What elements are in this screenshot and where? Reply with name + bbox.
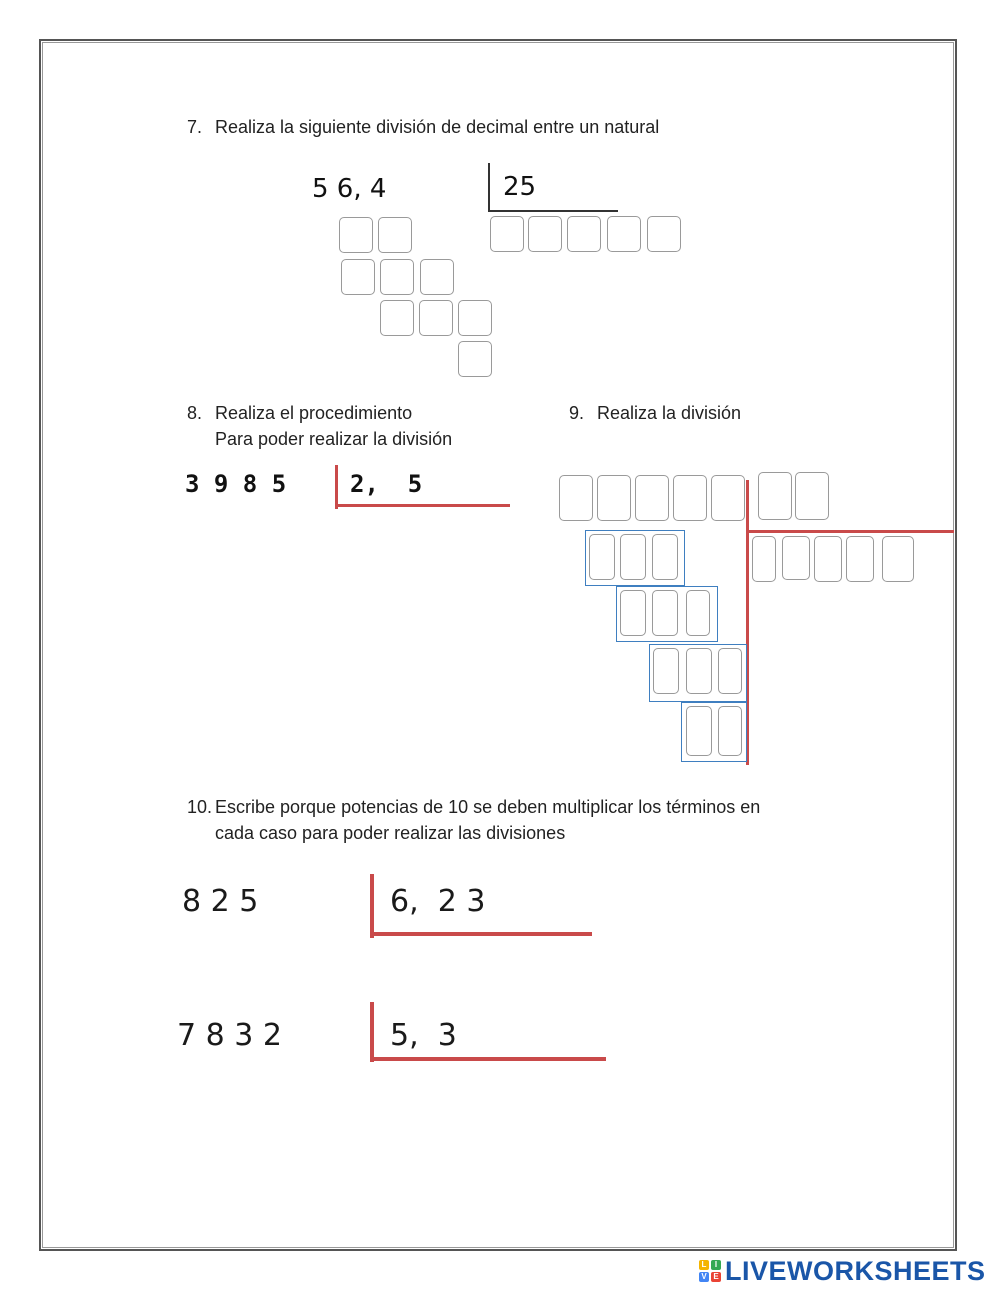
q9-divisor-box-2[interactable]: [795, 472, 829, 520]
question-8: [187, 401, 517, 451]
q9-work-box-r2-2[interactable]: [652, 590, 678, 636]
liveworksheets-logo: [699, 1254, 986, 1288]
q10-item1-divisor: 6, 2 3: [390, 884, 486, 919]
question-10: [187, 795, 877, 845]
q9-dividend-box-3[interactable]: [635, 475, 669, 521]
q10-item1-division-horizontal: [370, 932, 592, 936]
question-8-line1: Realiza el procedimiento: [215, 403, 413, 423]
q10-item1-dividend: 8 2 5: [182, 884, 259, 919]
q7-quotient-box-1[interactable]: [490, 216, 524, 252]
question-10-line1: Escribe porque potencias de 10 se deben multiplicar los términos en: [215, 797, 761, 817]
q7-quotient-box-2[interactable]: [528, 216, 562, 252]
q9-divisor-box-1[interactable]: [758, 472, 792, 520]
q7-division-horizontal: [488, 210, 618, 212]
q9-work-box-r4-2[interactable]: [718, 706, 742, 756]
q7-dividend: 5 6, 4: [312, 174, 387, 204]
liveworksheets-wordmark: LIVEWORKSHEETS: [725, 1255, 986, 1286]
q9-dividend-box-4[interactable]: [673, 475, 707, 521]
mark-letter-e: E: [711, 1272, 721, 1282]
q8-dividend: 3 9 8 5: [185, 470, 287, 498]
q9-dividend-box-2[interactable]: [597, 475, 631, 521]
q9-work-box-r3-2[interactable]: [686, 648, 712, 694]
q8-division-horizontal: [335, 504, 510, 507]
question-7-text: Realiza la siguiente división de decimal entre un natural: [215, 117, 660, 137]
q7-box-r3-1[interactable]: [380, 300, 414, 336]
question-9-text: Realiza la división: [597, 403, 742, 423]
q7-division-vertical: [488, 163, 490, 212]
q9-dividend-box-5[interactable]: [711, 475, 745, 521]
q7-divisor: 25: [503, 172, 537, 202]
liveworksheets-mark-icon: [699, 1260, 721, 1282]
q9-quotient-box-4[interactable]: [846, 536, 874, 582]
question-8-line2: Para poder realizar la división: [215, 429, 453, 449]
question-7-number: 7.: [187, 117, 203, 137]
q9-work-box-r1-2[interactable]: [620, 534, 646, 580]
mark-letter-v: V: [699, 1272, 709, 1282]
q7-box-r2-3[interactable]: [420, 259, 454, 295]
q10-item2-division-vertical: [370, 1002, 374, 1062]
q7-box-r4-1[interactable]: [458, 341, 492, 377]
q9-quotient-box-1[interactable]: [752, 536, 776, 582]
q10-item2-dividend: 7 8 3 2: [177, 1018, 282, 1053]
q7-box-r2-2[interactable]: [380, 259, 414, 295]
q9-work-box-r3-3[interactable]: [718, 648, 742, 694]
q7-box-r3-3[interactable]: [458, 300, 492, 336]
q9-quotient-box-3[interactable]: [814, 536, 842, 582]
q9-work-box-r2-3[interactable]: [686, 590, 710, 636]
q9-division-horizontal: [746, 530, 954, 533]
q7-box-r3-2[interactable]: [419, 300, 453, 336]
q10-item2-division-horizontal: [370, 1057, 606, 1061]
q8-divisor: 2, 5: [350, 470, 423, 498]
q7-quotient-box-3[interactable]: [567, 216, 601, 252]
q7-quotient-box-5[interactable]: [647, 216, 681, 252]
q8-division-vertical: [335, 465, 338, 509]
q7-box-r1-1[interactable]: [339, 217, 373, 253]
mark-letter-l: L: [699, 1260, 709, 1270]
q10-item1-division-vertical: [370, 874, 374, 938]
mark-letter-i: I: [711, 1260, 721, 1270]
q7-box-r2-1[interactable]: [341, 259, 375, 295]
q9-work-box-r2-1[interactable]: [620, 590, 646, 636]
q10-item2-divisor: 5, 3: [390, 1018, 457, 1053]
q9-work-box-r1-3[interactable]: [652, 534, 678, 580]
question-8-number: 8.: [187, 403, 203, 423]
question-9: [569, 401, 789, 425]
q9-dividend-box-1[interactable]: [559, 475, 593, 521]
question-10-number: 10.: [187, 797, 213, 817]
question-9-number: 9.: [569, 403, 585, 423]
q7-quotient-box-4[interactable]: [607, 216, 641, 252]
q9-work-box-r4-1[interactable]: [686, 706, 712, 756]
question-7: [187, 115, 787, 139]
q9-work-box-r3-1[interactable]: [653, 648, 679, 694]
q9-work-box-r1-1[interactable]: [589, 534, 615, 580]
q7-box-r1-2[interactable]: [378, 217, 412, 253]
q9-quotient-box-5[interactable]: [882, 536, 914, 582]
question-10-line2: cada caso para poder realizar las divisiones: [215, 823, 566, 843]
q9-quotient-box-2[interactable]: [782, 536, 810, 580]
